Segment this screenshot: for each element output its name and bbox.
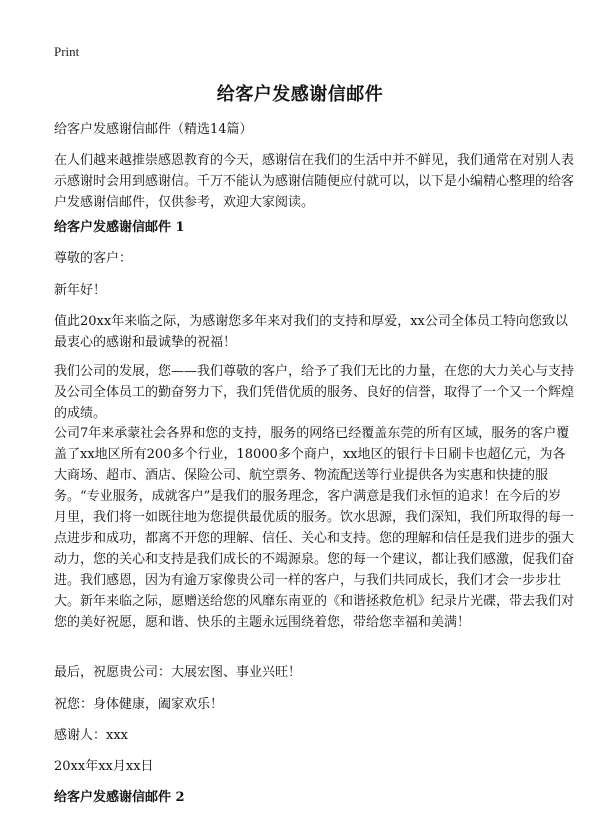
- signer: 感谢人：xxx: [54, 728, 128, 743]
- closing-blessing: 祝您：身体健康，阖家欢乐！: [54, 697, 224, 712]
- document-subtitle: 给客户发感谢信邮件（精选14篇）: [54, 122, 253, 137]
- intro-paragraph: 在人们越来越推崇感恩教育的今天，感谢信在我们的生活中并不鲜见，我们通常在对别人表示感谢时会用到感谢信。千万不能认为感谢信随便应付就可以，以下是小编精心整理的给客户发感谢信邮件，仅供参考，欢迎大家阅读。: [54, 153, 575, 210]
- new-year-greeting: 新年好！: [54, 283, 107, 298]
- section-heading-1: 给客户发感谢信邮件 1: [54, 220, 185, 235]
- page-title: 给客户发感谢信邮件: [216, 84, 384, 105]
- salutation: 尊敬的客户：: [54, 251, 133, 266]
- paragraph-3: 公司7年来承蒙社会各界和您的支持，服务的网络已经覆盖东莞的所有区域，服务的客户覆盖了xx地区所有200多个行业，18000多个商户，xx地区的银行卡日刷卡也超亿元，为各大商场、超市、酒店、保险公司、航空票务、物流配送等行业提供各为实惠和快捷的服务。“专业服务，成就客户”是我们的服务理念，客户满意是我们永恒的追求！在今后的岁月里，我们将一如既往地为您提供最优质的服务。饮水思源，我们深知，我们所取得的每一点进步和成功，都离不开您的理解、信任、关心和支持。您的理解和信任是我们进步的强大动力，您的关心和支持是我们成长的不竭源泉。您的每一个建议，都让我们感激，促我们奋进。我们感恩，因为有逾万家像贵公司一样的客户，与我们共同成长，我们才会一步步壮大。新年来临之际，愿赠送给您的风靡东南亚的《和谐拯救危机》纪录片光碟，带去我们对您的美好祝愿，愿和谐、快乐的主题永远围绕着您，带给您幸福和美满！: [54, 426, 575, 630]
- closing-wish: 最后，祝愿贵公司：大展宏图、事业兴旺！: [54, 665, 302, 680]
- letter-date: 20xx年xx月xx日: [54, 759, 154, 774]
- print-link[interactable]: Print: [54, 44, 80, 59]
- section-heading-2: 给客户发感谢信邮件 2: [54, 790, 185, 805]
- paragraph-2: 我们公司的发展，您——我们尊敬的客户，给予了我们无比的力量，在您的大力关心与支持及公司全体员工的勤奋努力下，我们凭借优质的服务、良好的信誉，取得了一个又一个辉煌的成绩。: [54, 364, 575, 421]
- paragraph-1: 值此20xx年来临之际，为感谢您多年来对我们的支持和厚爱，xx公司全体员工特向您致以最衷心的感谢和最诚挚的祝福！: [54, 314, 568, 350]
